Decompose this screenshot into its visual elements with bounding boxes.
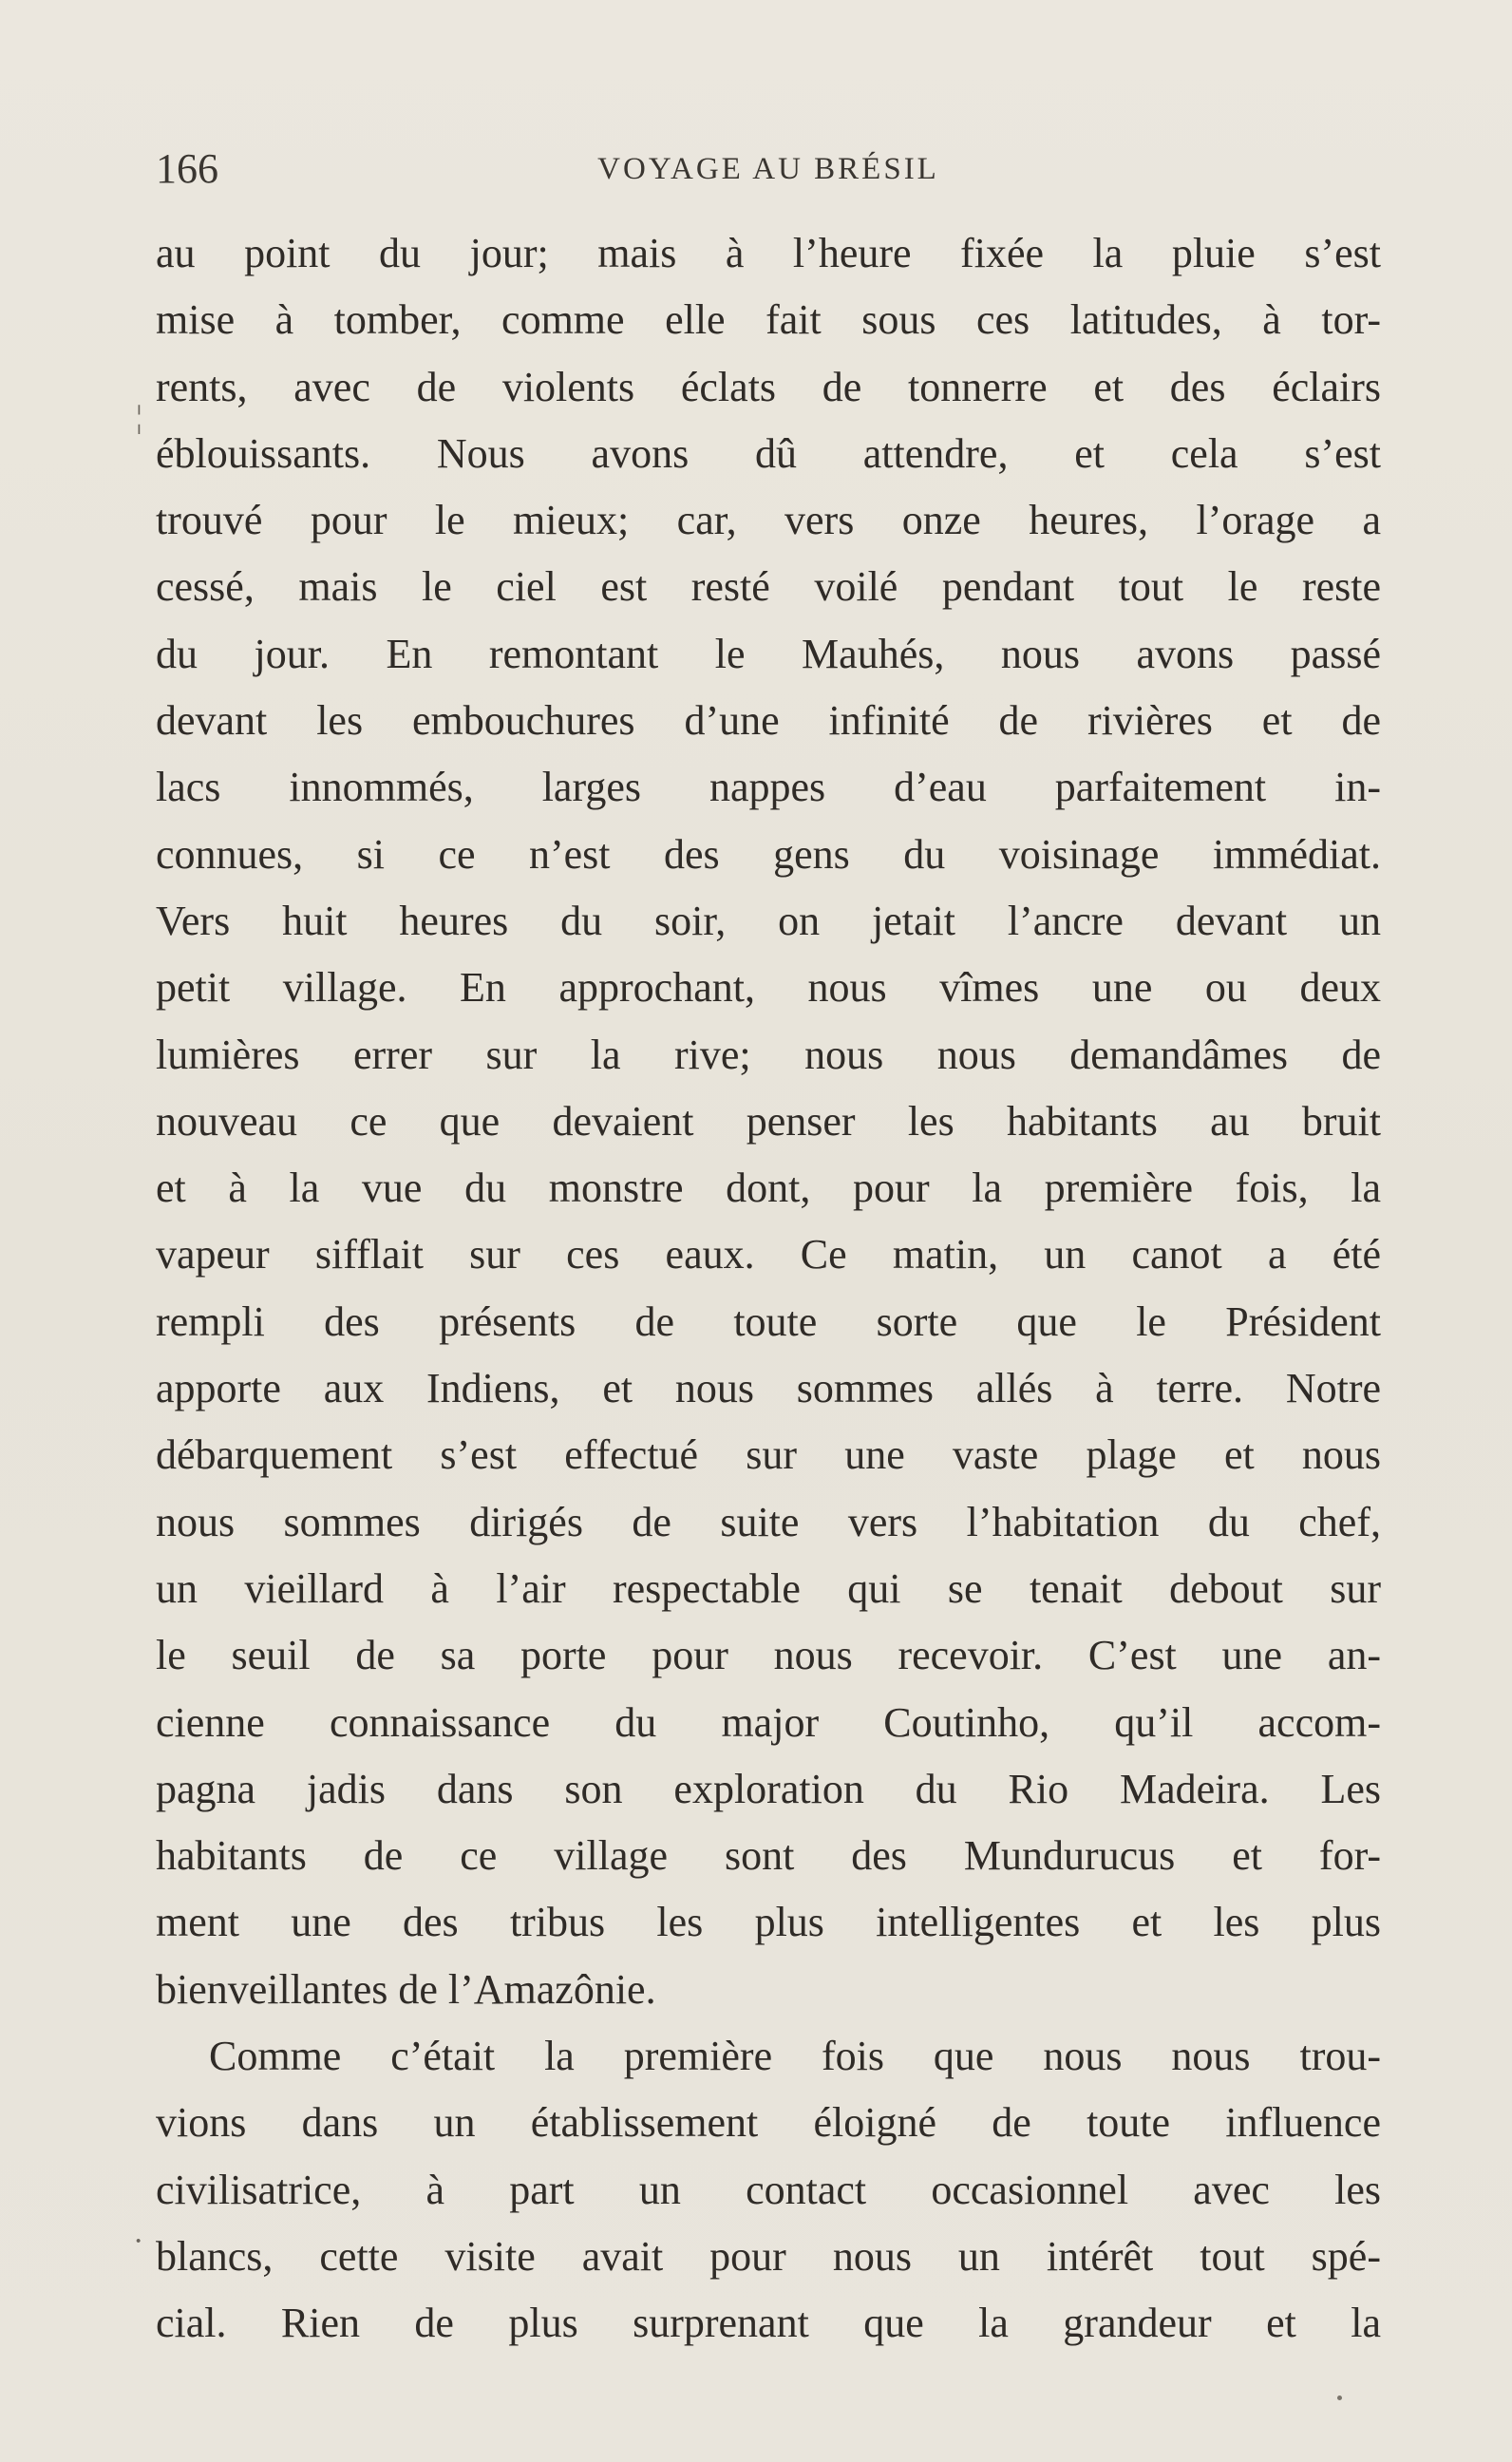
text-line: cial. Rien de plus surprenant que la grandeur et la [156, 2300, 1381, 2347]
text-line: Vers huit heures du soir, on jetait l’ancre devant un [156, 897, 1381, 944]
text-line: le seuil de sa porte pour nous recevoir. C’est une an- [156, 1632, 1381, 1679]
text-line: civilisatrice, à part un contact occasionnel avec les [156, 2166, 1381, 2213]
text-line: lumières errer sur la rive; nous nous demandâmes de [156, 1031, 1381, 1078]
paragraph-2 [156, 2023, 1381, 2357]
running-title: VOYAGE AU BRÉSIL [597, 152, 939, 186]
text-line: lacs innommés, larges nappes d’eau parfaitement in- [156, 764, 1381, 811]
text-line: éblouissants. Nous avons dû attendre, et cela s’est [156, 429, 1381, 477]
text-line: un vieillard à l’air respectable qui se tenait debout sur [156, 1564, 1381, 1612]
text-line: blancs, cette visite avait pour nous un intérêt tout spé- [156, 2232, 1381, 2280]
text-line: mise à tomber, comme elle fait sous ces latitudes, à tor- [156, 296, 1381, 344]
text-line: nous sommes dirigés de suite vers l’habitation du chef, [156, 1498, 1381, 1545]
text-line: ment une des tribus les plus intelligentes et les plus [156, 1899, 1381, 1946]
text-line: cessé, mais le ciel est resté voilé pendant tout le reste [156, 563, 1381, 611]
text-line: trouvé pour le mieux; car, vers onze heures, l’orage a [156, 497, 1381, 544]
body-text [156, 220, 1381, 2358]
text-line: vions dans un établissement éloigné de toute influence [156, 2099, 1381, 2147]
margin-mark: · [133, 2224, 144, 2259]
text-line: rents, avec de violents éclats de tonnerre et des éclairs [156, 363, 1381, 410]
margin-mark: ¦ [136, 400, 142, 435]
text-line: Comme c’était la première fois que nous nous trou- [209, 2033, 1381, 2080]
text-line: bienveillantes de l’Amazônie. [156, 1965, 656, 2013]
text-line: connues, si ce n’est des gens du voisinage immédiat. [156, 830, 1381, 878]
text-line: cienne connaissance du major Coutinho, qu’il accom- [156, 1698, 1381, 1746]
text-line: habitants de ce village sont des Mundurucus et for- [156, 1832, 1381, 1880]
page-header [156, 141, 1381, 198]
text-line: devant les embouchures d’une infinité de rivières et de [156, 697, 1381, 745]
text-line: du jour. En remontant le Mauhés, nous avons passé [156, 630, 1381, 677]
text-line: pagna jadis dans son exploration du Rio Madeira. Les [156, 1765, 1381, 1812]
text-line: vapeur sifflait sur ces eaux. Ce matin, un canot a été [156, 1231, 1381, 1278]
page-number: 166 [156, 145, 218, 192]
text-line: rempli des présents de toute sorte que le Président [156, 1297, 1381, 1345]
text-line: débarquement s’est effectué sur une vaste plage et nous [156, 1431, 1381, 1479]
text-line: et à la vue du monstre dont, pour la première fois, la [156, 1165, 1381, 1212]
text-line: petit village. En approchant, nous vîmes une ou deux [156, 964, 1381, 1012]
text-line: au point du jour; mais à l’heure fixée la pluie s’est [156, 230, 1381, 276]
paper-speck [1337, 2396, 1342, 2400]
text-line: nouveau ce que devaient penser les habitants au bruit [156, 1097, 1381, 1145]
paragraph-1 [156, 220, 1381, 2023]
text-line: apporte aux Indiens, et nous sommes allés à terre. Notre [156, 1365, 1381, 1412]
